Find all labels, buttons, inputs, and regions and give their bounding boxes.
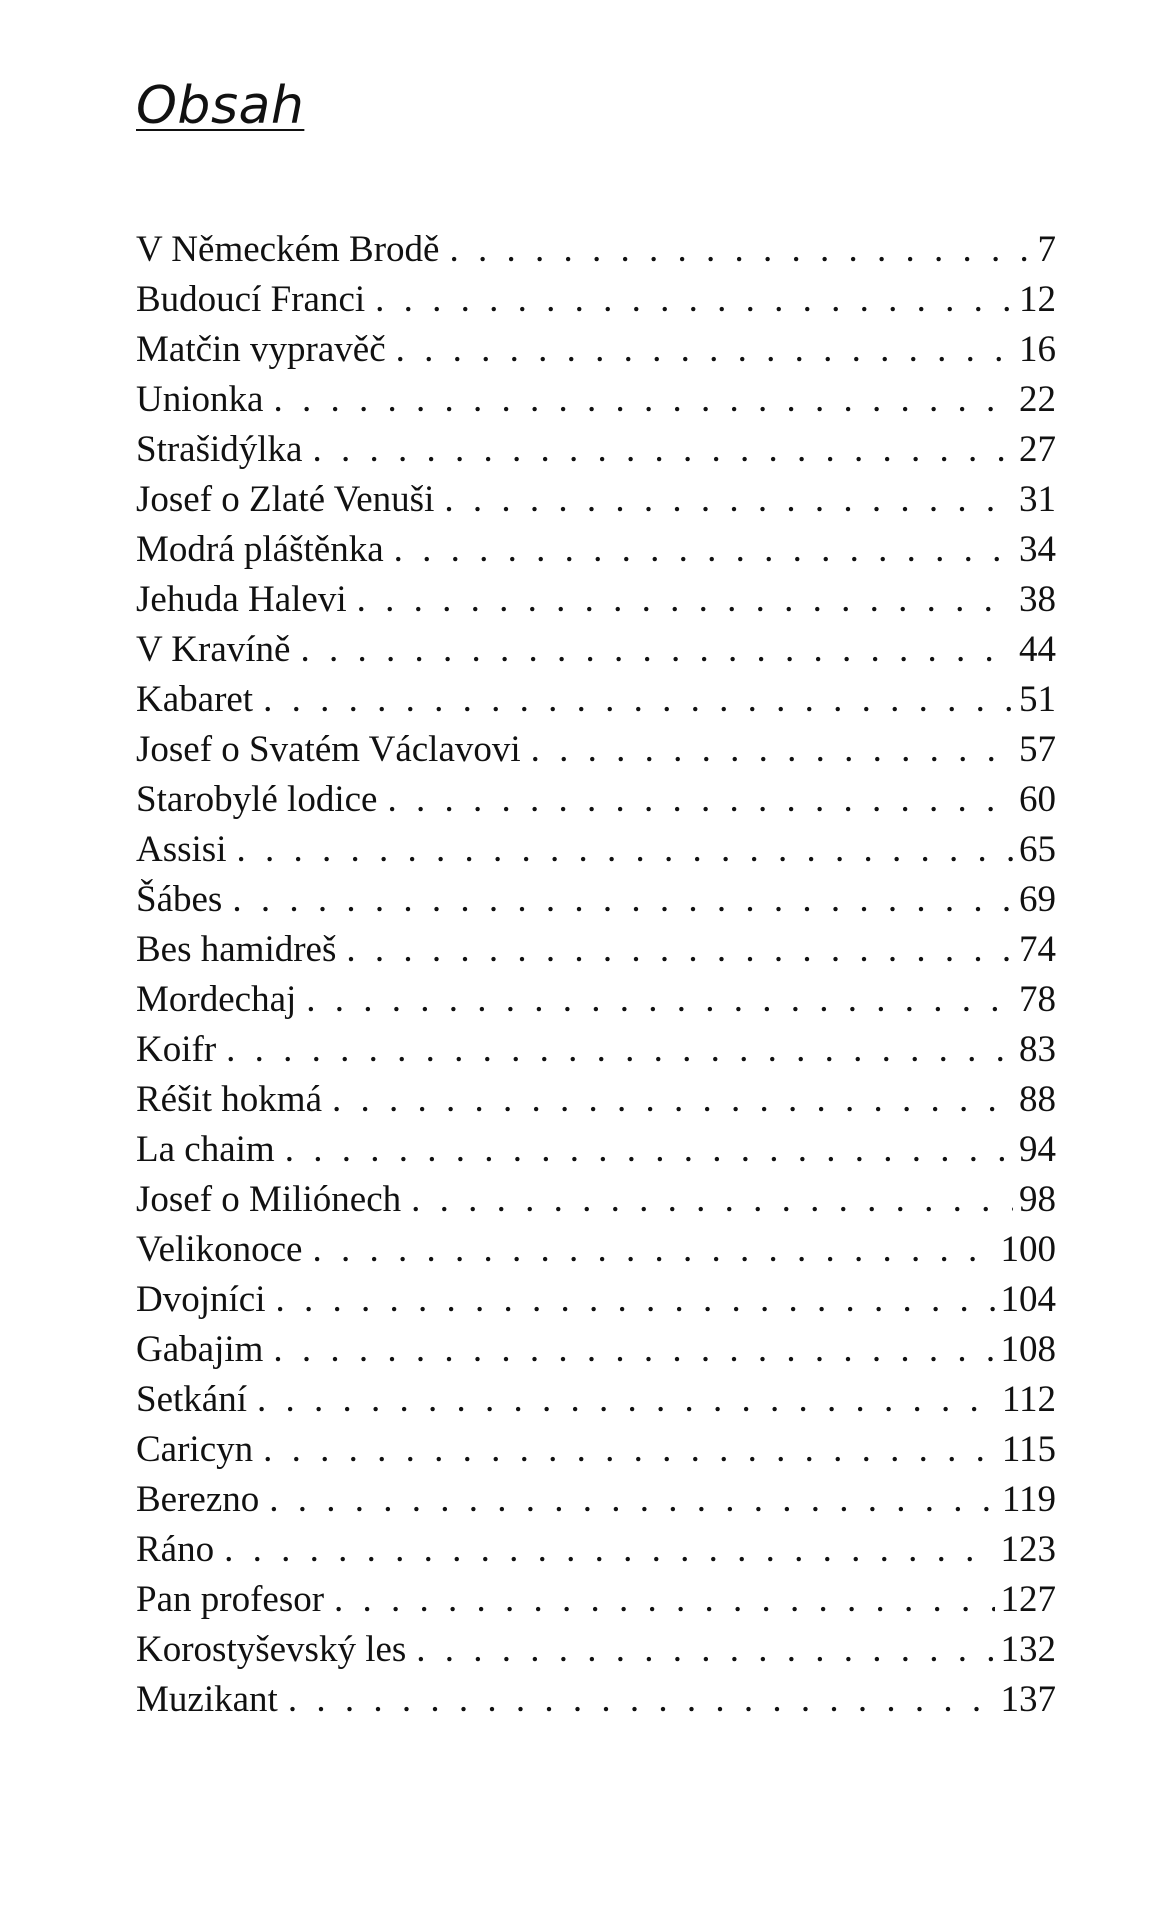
dot-leader — [416, 1625, 994, 1675]
toc-entry — [136, 875, 1056, 925]
toc-entry — [136, 1325, 1056, 1375]
page-number: 51 — [1019, 679, 1056, 720]
page-number: 104 — [1000, 1279, 1056, 1320]
page-number: 88 — [1019, 1079, 1056, 1120]
page-number: 137 — [1000, 1679, 1056, 1720]
chapter-title: Budoucí Franci — [136, 279, 366, 320]
page-number: 132 — [1000, 1629, 1056, 1670]
chapter-title: Unionka — [136, 379, 264, 420]
dot-leader — [306, 975, 1013, 1025]
page-number: 38 — [1019, 579, 1056, 620]
chapter-title: Gabajim — [136, 1329, 264, 1370]
page-number: 60 — [1019, 779, 1056, 820]
page-number: 57 — [1019, 729, 1056, 770]
dot-leader — [273, 1325, 994, 1375]
page-number: 127 — [1000, 1579, 1056, 1620]
dot-leader — [387, 775, 1013, 825]
page-number: 83 — [1019, 1029, 1056, 1070]
dot-leader — [273, 375, 1013, 425]
chapter-title: Assisi — [136, 829, 227, 870]
toc-entry — [136, 1075, 1056, 1125]
dot-leader — [357, 575, 1013, 625]
table-of-contents — [136, 225, 1056, 1725]
toc-entry — [136, 525, 1056, 575]
toc-entry — [136, 1375, 1056, 1425]
page-number: 123 — [1000, 1529, 1056, 1570]
toc-entry — [136, 425, 1056, 475]
toc-entry — [136, 1675, 1056, 1725]
dot-leader — [411, 1175, 1013, 1225]
dot-leader — [269, 1475, 996, 1525]
dot-leader — [224, 1525, 994, 1575]
chapter-title: Ráno — [136, 1529, 215, 1570]
toc-entry — [136, 1125, 1056, 1175]
page-number: 27 — [1019, 429, 1056, 470]
page-number: 12 — [1019, 279, 1056, 320]
toc-entry — [136, 225, 1056, 275]
page-number: 34 — [1019, 529, 1056, 570]
dot-leader — [531, 725, 1013, 775]
dot-leader — [346, 925, 1013, 975]
dot-leader — [288, 1675, 995, 1725]
toc-entry — [136, 1525, 1056, 1575]
dot-leader — [236, 825, 1013, 875]
toc-entry — [136, 1625, 1056, 1675]
dot-leader — [332, 1075, 1013, 1125]
dot-leader — [226, 1025, 1013, 1075]
chapter-title: Setkání — [136, 1379, 247, 1420]
chapter-title: Jehuda Halevi — [136, 579, 347, 620]
dot-leader — [334, 1575, 994, 1625]
toc-entry — [136, 725, 1056, 775]
dot-leader — [449, 225, 1031, 275]
dot-leader — [263, 675, 1013, 725]
toc-entry — [136, 625, 1056, 675]
page-number: 115 — [1001, 1429, 1056, 1470]
toc-entry — [136, 675, 1056, 725]
chapter-title: La chaim — [136, 1129, 275, 1170]
page-number: 31 — [1019, 479, 1056, 520]
chapter-title: Koifr — [136, 1029, 217, 1070]
dot-leader — [257, 1375, 996, 1425]
dot-leader — [275, 1275, 994, 1325]
dot-leader — [375, 275, 1013, 325]
chapter-title: Muzikant — [136, 1679, 278, 1720]
dot-leader — [394, 525, 1013, 575]
page-number: 119 — [1001, 1479, 1056, 1520]
page-number: 16 — [1019, 329, 1056, 370]
toc-entry — [136, 925, 1056, 975]
toc-entry — [136, 375, 1056, 425]
chapter-title: Pan profesor — [136, 1579, 325, 1620]
toc-entry — [136, 1175, 1056, 1225]
toc-entry — [136, 775, 1056, 825]
toc-entry — [136, 1425, 1056, 1475]
page-number: 100 — [1000, 1229, 1056, 1270]
toc-entry — [136, 575, 1056, 625]
chapter-title: Mordechaj — [136, 979, 297, 1020]
toc-entry — [136, 825, 1056, 875]
chapter-title: V Kravíně — [136, 629, 291, 670]
page-number: 69 — [1019, 879, 1056, 920]
dot-leader — [285, 1125, 1013, 1175]
chapter-title: Modrá pláštěnka — [136, 529, 384, 570]
page-number: 74 — [1019, 929, 1056, 970]
chapter-title: Josef o Svatém Václavovi — [136, 729, 521, 770]
page-number: 112 — [1001, 1379, 1056, 1420]
dot-leader — [312, 1225, 994, 1275]
toc-entry — [136, 1275, 1056, 1325]
page-number: 78 — [1019, 979, 1056, 1020]
chapter-title: Strašidýlka — [136, 429, 303, 470]
chapter-title: Starobylé lodice — [136, 779, 378, 820]
chapter-title: V Německém Brodě — [136, 229, 440, 270]
dot-leader — [300, 625, 1013, 675]
toc-entry — [136, 1575, 1056, 1625]
toc-entry — [136, 475, 1056, 525]
dot-leader — [396, 325, 1013, 375]
chapter-title: Berezno — [136, 1479, 260, 1520]
page-number: 44 — [1019, 629, 1056, 670]
dot-leader — [444, 475, 1013, 525]
page-title: Obsah — [136, 76, 305, 136]
toc-entry — [136, 275, 1056, 325]
toc-entry — [136, 1025, 1056, 1075]
dot-leader — [232, 875, 1013, 925]
chapter-title: Korostyševský les — [136, 1629, 407, 1670]
toc-entry — [136, 325, 1056, 375]
page-number: 94 — [1019, 1129, 1056, 1170]
chapter-title: Josef o Zlaté Venuši — [136, 479, 435, 520]
toc-entry — [136, 1225, 1056, 1275]
page-number: 22 — [1019, 379, 1056, 420]
toc-entry — [136, 975, 1056, 1025]
toc-entry — [136, 1475, 1056, 1525]
chapter-title: Dvojníci — [136, 1279, 266, 1320]
chapter-title: Matčin vypravěč — [136, 329, 386, 370]
chapter-title: Velikonoce — [136, 1229, 303, 1270]
chapter-title: Kabaret — [136, 679, 254, 720]
chapter-title: Josef o Miliónech — [136, 1179, 402, 1220]
chapter-title: Caricyn — [136, 1429, 254, 1470]
chapter-title: Bes hamidreš — [136, 929, 337, 970]
dot-leader — [263, 1425, 996, 1475]
page-number: 7 — [1037, 229, 1056, 270]
chapter-title: Šábes — [136, 879, 223, 920]
chapter-title: Réšit hokmá — [136, 1079, 323, 1120]
dot-leader — [312, 425, 1013, 475]
page-number: 65 — [1019, 829, 1056, 870]
page-number: 98 — [1019, 1179, 1056, 1220]
page-number: 108 — [1000, 1329, 1056, 1370]
